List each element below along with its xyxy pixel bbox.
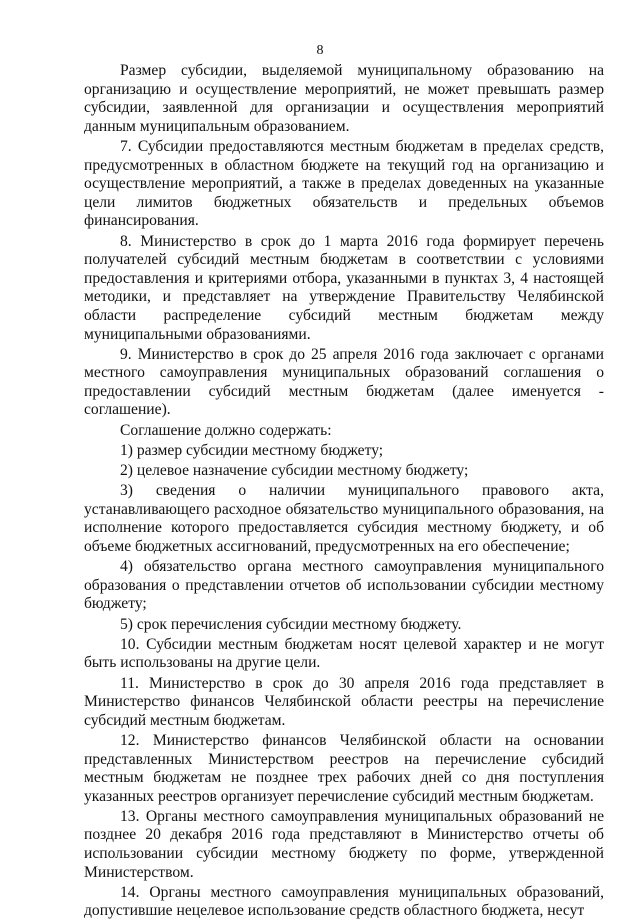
list-item-3: 3) сведения о наличии муниципального правового акта, устанавливающего расходное обязательство муниципального образования, на исполнение которого предоставляется субсидия местному бюджету, и об объеме бюджетных ассигнований, предусмотренных на его обеспечение; [84,482,604,555]
paragraph-agreement-contents: Соглашение должно содержать: [120,421,332,439]
paragraph-13: 13. Органы местного самоуправления муниципальных образований не позднее 20 декабря 2016 года представляют в Министерство отчеты об использовании субсидии местному бюджету по форме, утвержденной Министерством. [84,807,604,881]
paragraph-12: 12. Министерство финансов Челябинской области на основании представленных Министерством реестров на перечисление субсидий местным бюджетам не позднее трех рабочих дней со дня поступления указанных реестров организует перечисление субсидий местным бюджетам. [84,731,604,805]
body-text [84,62,604,923]
paragraph-11: 11. Министерство в срок до 30 апреля 2016 года представляет в Министерство финансов Челябинской области реестры на перечисление субсидий местным бюджетам. [84,674,604,729]
paragraph-subsidy-size: Размер субсидии, выделяемой муниципальному образованию на организацию и осуществление мероприятий, не может превышать размер субсидии, заявленной для организации и осуществления мероприятий данным муниципальным образованием. [84,62,604,135]
paragraph-9: 9. Министерство в срок до 25 апреля 2016 года заключает с органами местного самоуправления муниципальных образований соглашения о предоставлении субсидий местным бюджетам (далее именуется - соглашение). [84,345,604,419]
list-item-4: 4) обязательство органа местного самоуправления муниципального образования о представлении отчетов об использовании субсидии местному бюджету; [84,558,604,613]
paragraph-14: 14. Органы местного самоуправления муниципальных образований, допустившие нецелевое использование средств областного бюджета, несут [84,883,604,920]
list-item-5: 5) срок перечисления субсидии местному бюджету. [120,615,462,633]
list-item-1: 1) размер субсидии местному бюджету; [120,441,384,459]
paragraph-10: 10. Субсидии местным бюджетам носят целевой характер и не могут быть использованы на другие цели. [84,635,604,672]
paragraph-8: 8. Министерство в срок до 1 марта 2016 года формирует перечень получателей субсидий местным бюджетам в соответствии с условиями предоставления и критериями отбора, указанными в пунктах 3, 4 настоящей методики, и представляет на утверждение Правительству Челябинской области распределение субсидий местным бюджетам между муниципальными образованиями. [84,232,604,343]
page-number: 8 [316,43,324,58]
list-item-2: 2) целевое назначение субсидии местному бюджету; [120,462,469,480]
paragraph-7: 7. Субсидии предоставляются местным бюджетам в пределах средств, предусмотренных в областном бюджете на текущий год на организацию и осуществление мероприятий, а также в пределах доведенных на указанные цели лимитов бюджетных обязательств и предельных объемов финансирования. [84,137,604,230]
